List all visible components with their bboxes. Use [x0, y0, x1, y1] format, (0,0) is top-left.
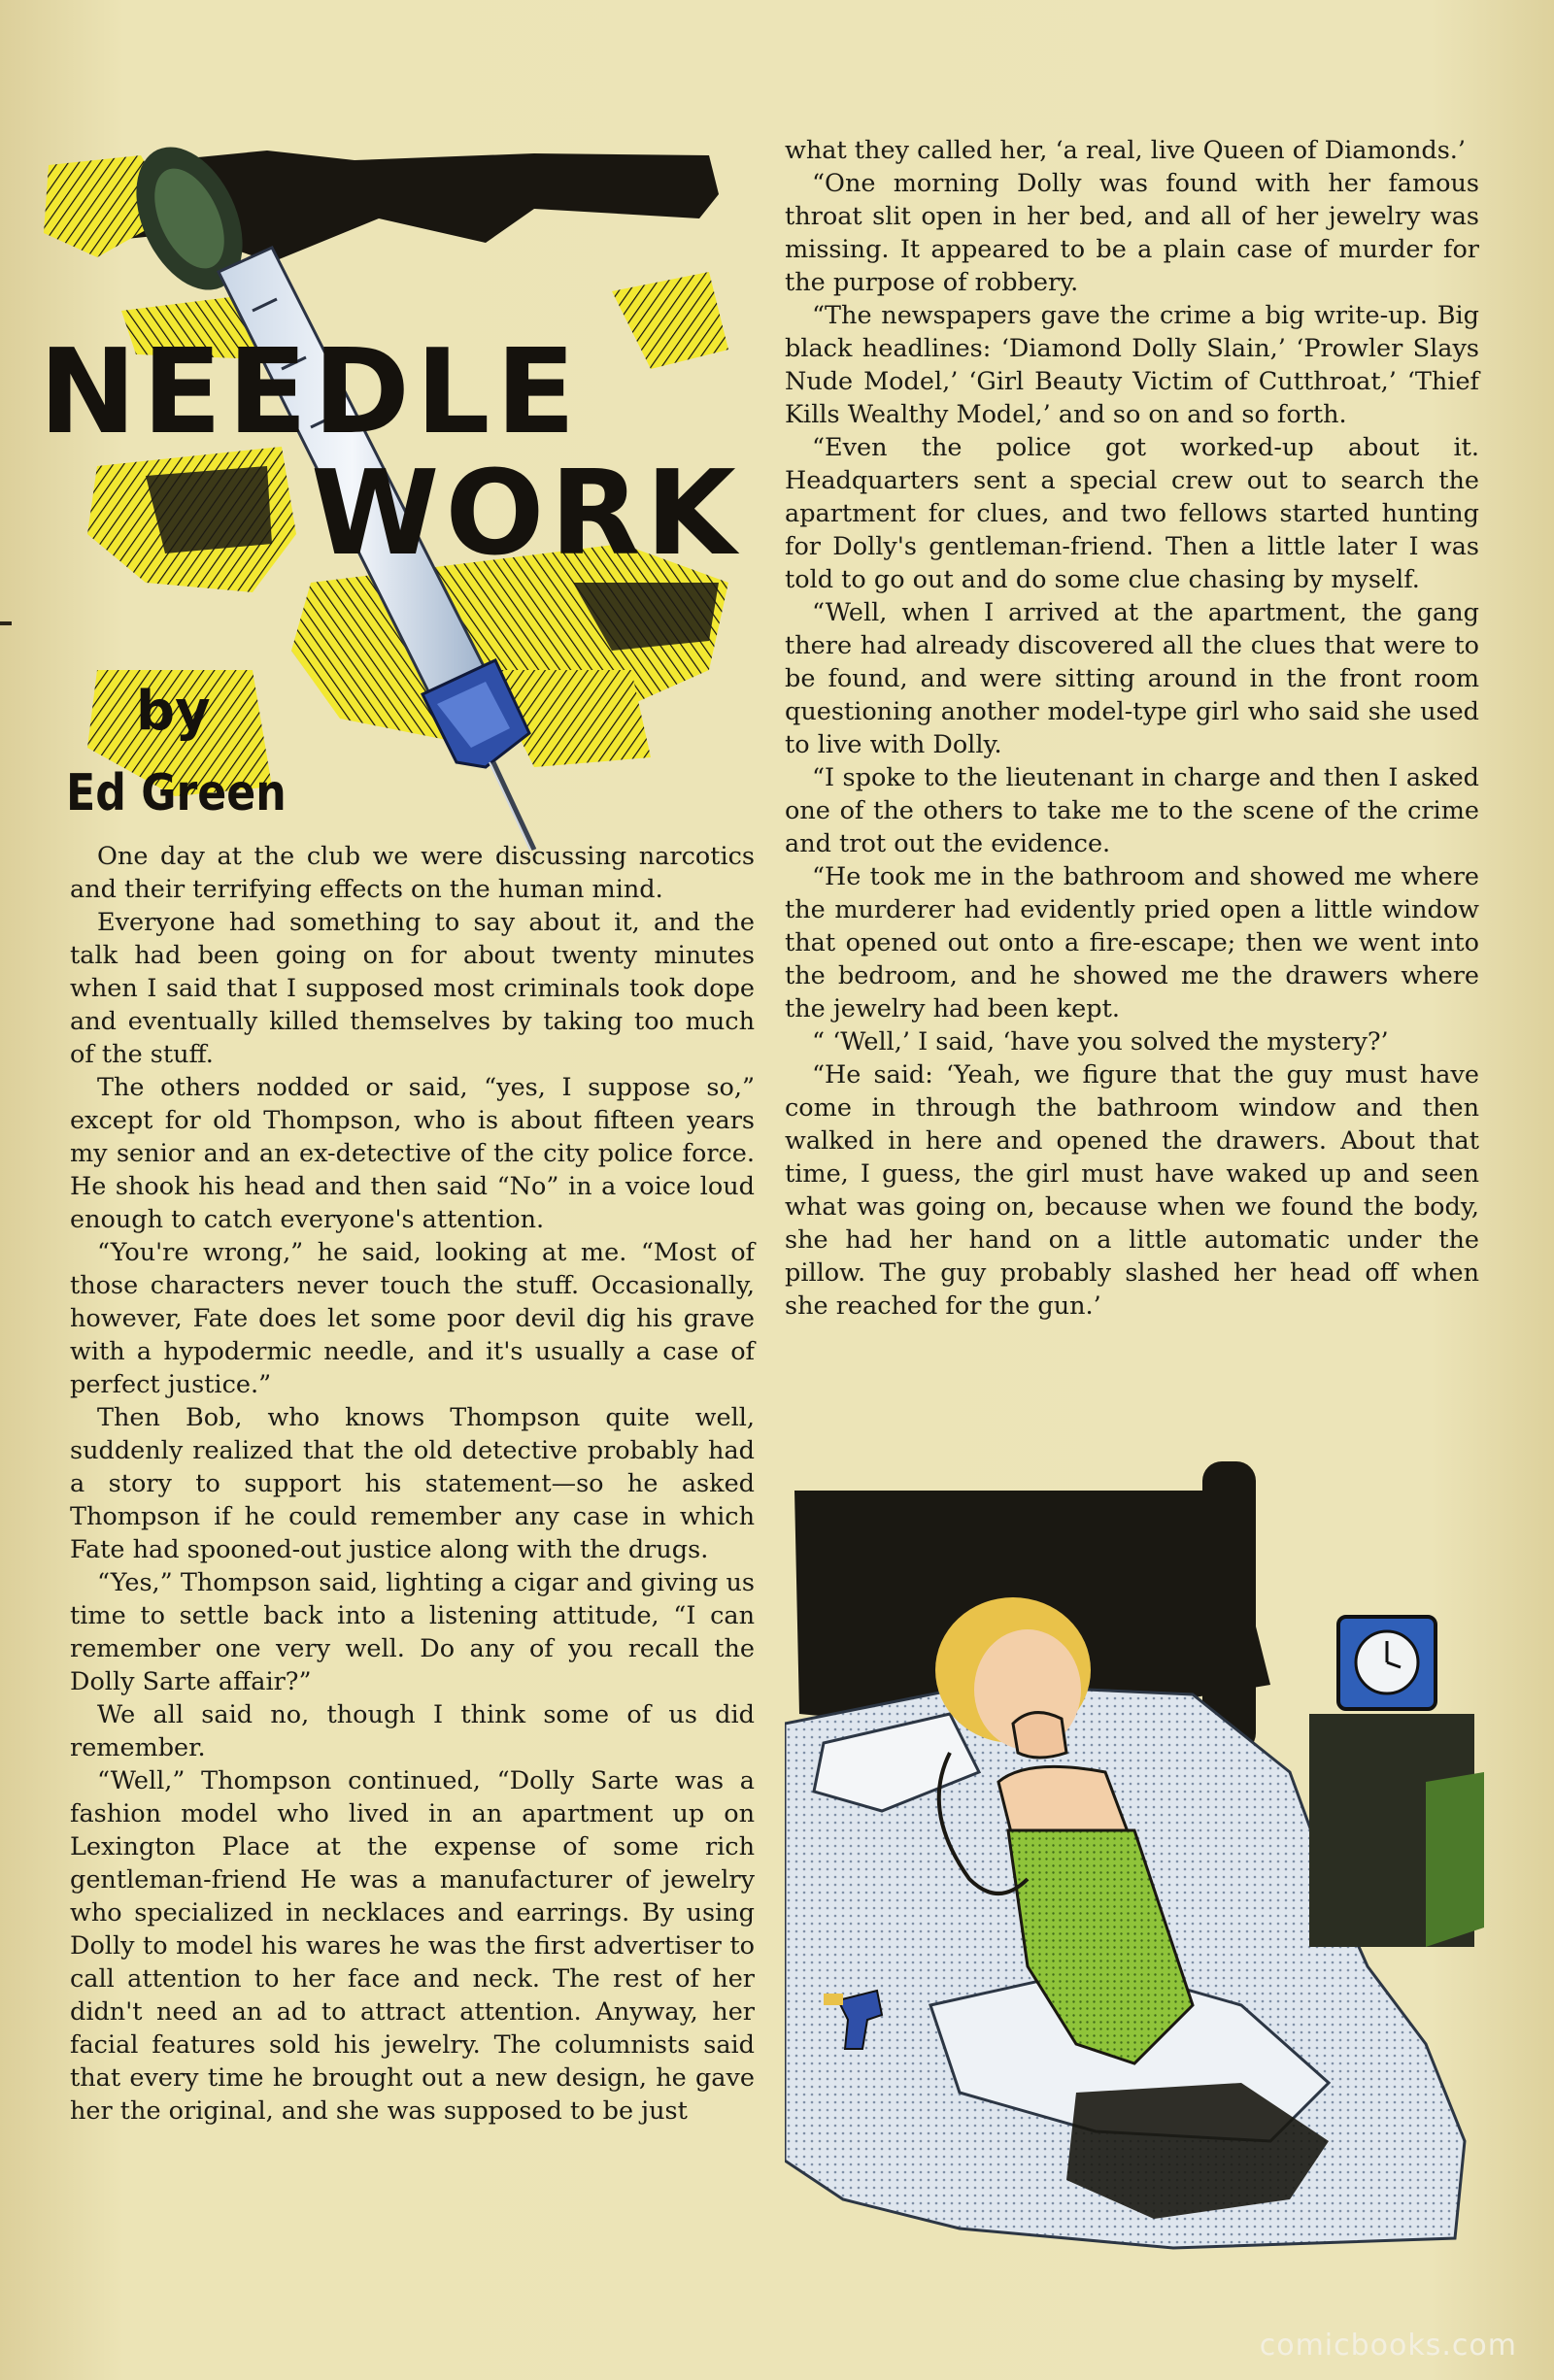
paragraph: “Well, when I arrived at the apartment, the gang there had already discovered all the clues that were to be found, and were sitting around in the front room questioning another model-type girl who said she used to live with Dolly.: [785, 598, 1479, 759]
paragraph: Then Bob, who knows Thompson quite well, suddenly realized that the old detective probably had a story to support his statement—so he asked Thompson if he could remember any case in which Fate had spooned-out justice along with the drugs.: [70, 1403, 755, 1564]
watermark: comicbooks.com: [1259, 2329, 1517, 2363]
byline-by: by: [136, 680, 211, 743]
paragraph: “Yes,” Thompson said, lighting a cigar and giving us time to settle back into a listening attitude, “I can remember one very well. Do any of you recall the Dolly Sarte affair?”: [70, 1568, 755, 1696]
paragraph: “ ‘Well,’ I said, ‘have you solved the mystery?’: [812, 1027, 1389, 1056]
paragraph: “One morning Dolly was found with her famous throat slit open in her bed, and all of her jewelry was missing. It appeared to be a plain case of murder for the purpose of robbery.: [785, 169, 1479, 297]
bed-scene-illustration: [785, 1461, 1484, 2258]
byline-author: Ed Green: [66, 764, 287, 822]
paragraph: what they called her, ‘a real, live Queen of Diamonds.’: [785, 136, 1467, 165]
paragraph: “I spoke to the lieutenant in charge and then I asked one of the others to take me to the scene of the crime and trot out the evidence.: [785, 763, 1479, 858]
right-text-column: [785, 134, 1479, 1323]
paragraph: The others nodded or said, “yes, I suppose so,” except for old Thompson, who is about fifteen years my senior and an ex-detective of the city police force. He shook his head and then said “No” in a voice loud enough to catch everyone's attention.: [70, 1073, 755, 1234]
paragraph: One day at the club we were discussing narcotics and their terrifying effects on the human mind.: [70, 842, 755, 904]
paragraph: We all said no, though I think some of us did remember.: [70, 1700, 755, 1762]
paragraph: “Well,” Thompson continued, “Dolly Sarte was a fashion model who lived in an apartment up on Lexington Place at the expense of some rich gentleman-friend He was a manufacturer of jewelry who specialized in necklaces and earrings. By using Dolly to model his wares he was the first advertiser to call attention to her face and neck. The rest of her didn't need an ad to attract attention. Anyway, her facial features sold his jewelry. The columnists said that every time he brought out a new design, he gave her the original, and she was supposed to be just: [70, 1766, 755, 2126]
paragraph: “Even the police got worked-up about it. Headquarters sent a special crew out to search the apartment for clues, and two fellows started hunting for Dolly's gentleman-friend. Then a little later I was told to go out and do some clue chasing by myself.: [785, 433, 1479, 594]
paragraph: “He said: ‘Yeah, we figure that the guy must have come in through the bathroom window and then walked in here and opened the drawers. About that time, I guess, the girl must have waked up and seen what was going on, because when we found the body, she had her hand on a little automatic under the pillow. The guy probably slashed her head off when she reached for the gun.’: [785, 1060, 1479, 1321]
title-line-1: NEEDLE: [39, 325, 582, 460]
paragraph: “The newspapers gave the crime a big write-up. Big black headlines: ‘Diamond Dolly Slain,’ ‘Prowler Slays Nude Model,’ ‘Girl Beauty Victim of Cutthroat,’ ‘Thief Kills Wealthy Model,’ and so on and so forth.: [785, 301, 1479, 429]
paragraph: “You're wrong,” he said, looking at me. “Most of those characters never touch the stuff. Occasionally, however, Fate does let some poor devil dig his grave with a hypodermic needle, and it's usually a case of perfect justice.”: [70, 1238, 755, 1399]
paragraph: “He took me in the bathroom and showed me where the murderer had evidently pried open a little window that opened out onto a fire-escape; then we went into the bedroom, and he showed me the drawers where the jewelry had been kept.: [785, 862, 1479, 1023]
title-line-2: WORK: [311, 447, 742, 582]
left-text-column: [70, 840, 755, 2128]
paragraph: Everyone had something to say about it, and the talk had been going on for about twenty minutes when I said that I supposed most criminals took dope and eventually killed themselves by taking too much of the stuff.: [70, 908, 755, 1069]
page-edge-mark: [0, 621, 12, 625]
